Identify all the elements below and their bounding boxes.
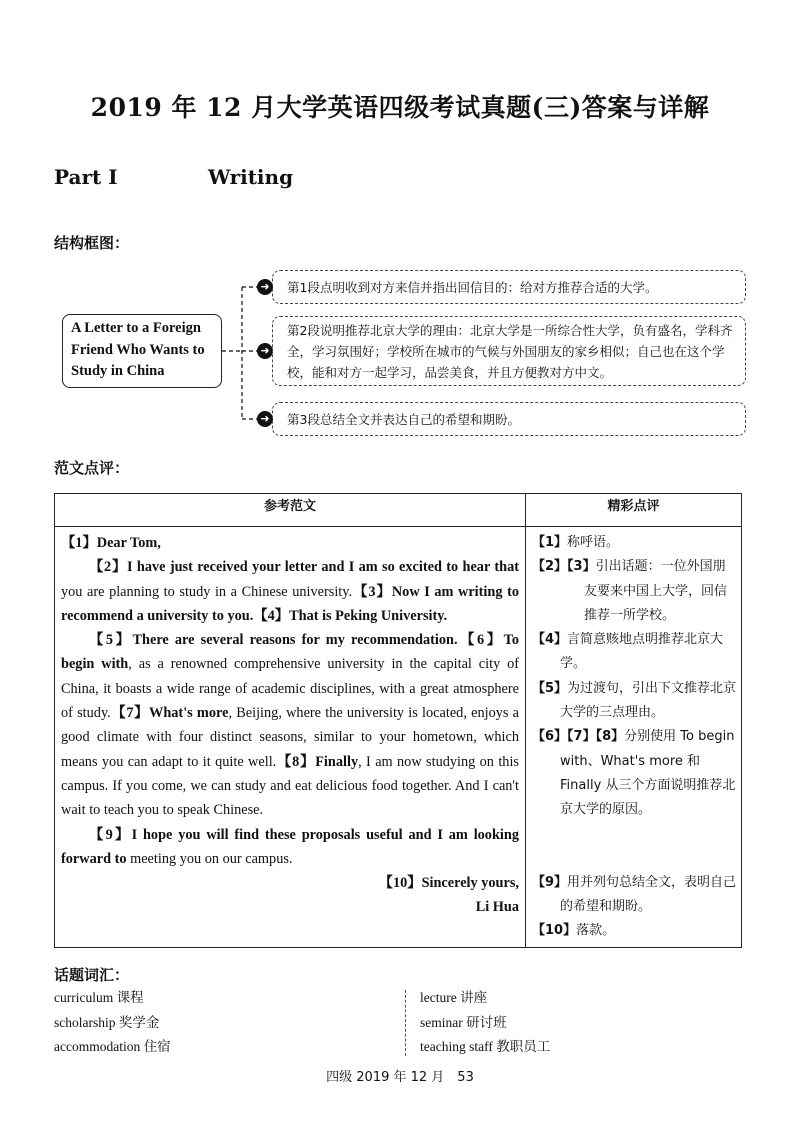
vocab-item: accommodation 住宿 — [54, 1039, 171, 1054]
vocab-item: scholarship 奖学金 — [54, 1014, 160, 1030]
essay-paragraph-2: 【5】There are several reasons for my recommendation.【6】To begin with, as a renowned comprehensive university in the capital city of China, it boasts a wide range of academic disciplines, with a great atmosphere of study.【7】What's more, Beijing, where the university is located, enjoys a good climate with four distinct seasons, similar to your hometown, which means you can adapt to it quite well.【8】Finally, I am now studying on this campus. If you come, we can study and eat delicious food together. And I can't wait to teach you to speak Chinese. — [61, 632, 520, 819]
arrow-circle-icon: ➜ — [257, 343, 273, 359]
comment-item: 【2】【3】引出话题：一位外国朋友要来中国上大学，回信推荐一所学校。 — [532, 559, 728, 623]
topic-line: Friend Who Wants to — [71, 341, 205, 358]
part-name: Writing — [208, 165, 294, 189]
essay-text — [55, 527, 526, 948]
arrow-circle-icon: ➜ — [257, 411, 273, 427]
comment-item: 【6】【7】【8】分别使用 To begin with、What's more 和 Finally 从三个方面说明推荐北京大学的原因。 — [532, 729, 736, 818]
vocab-item: curriculum 课程 — [54, 990, 144, 1005]
vocab-left-list — [54, 986, 171, 1060]
arrow-circle-icon: ➜ — [257, 279, 273, 295]
comment-item: 【10】落款。 — [532, 923, 616, 939]
topic-line: Study in China — [71, 363, 165, 379]
essay-paragraph-3: 【9】I hope you will find these proposals useful and I am looking forward to meeting you on our campus. — [61, 826, 519, 867]
comment-item: 【4】言简意赅地点明推荐北京大学。 — [532, 632, 724, 672]
comment-column-header: 精彩点评 — [526, 494, 742, 527]
structure-heading: 结构框图： — [54, 234, 130, 252]
vocab-right-list — [420, 986, 550, 1060]
paragraph-summary-1: 第1段点明收到对方来信并指出回信目的：给对方推荐合适的大学。 — [272, 270, 746, 304]
essay-column-header: 参考范文 — [55, 494, 526, 527]
paragraph-summary-2: 第2段说明推荐北京大学的理由：北京大学是一所综合性大学，负有盛名，学科齐全，学习氛围好；学校所在城市的气候与外国朋友的家乡相似；自己也在这个学校，能和对方一起学习，品尝美食，并且方便教对方中文。 — [272, 316, 746, 386]
comment-item: 【9】用并列句总结全文，表明自己的希望和期盼。 — [532, 874, 737, 914]
comment-list — [526, 527, 742, 948]
topic-line: A Letter to a Foreign — [71, 320, 201, 336]
essay-review-table — [54, 493, 742, 948]
closing: 【10】Sincerely yours, — [378, 875, 519, 892]
topic-box — [62, 314, 222, 388]
review-heading: 范文点评： — [54, 459, 130, 477]
essay-paragraph-1: 【2】I have just received your letter and I am so excited to hear that you are planning to study in a Chinese university.【3】Now I am writing to recommend a university to you.【4】That is Peking University. — [61, 559, 519, 624]
paragraph-summary-3: 第3段总结全文并表达自己的希望和期盼。 — [272, 402, 746, 436]
vocab-divider — [405, 990, 406, 1056]
vocab-heading: 话题词汇： — [54, 966, 130, 984]
vocab-item: seminar 研讨班 — [420, 1014, 507, 1030]
vocab-item: teaching staff 教职员工 — [420, 1039, 551, 1054]
signature: Li Hua — [475, 899, 519, 916]
page-footer: 四级 2019 年 12 月 53 — [326, 1070, 474, 1085]
part-label: Part Ⅰ — [54, 165, 118, 189]
vocab-item: lecture 讲座 — [420, 990, 488, 1005]
page-title: 2019 年 12 月大学英语四级考试真题(三)答案与详解 — [90, 93, 710, 122]
salutation: 【1】Dear Tom, — [61, 535, 161, 551]
comment-item: 【1】称呼语。 — [532, 535, 620, 550]
comment-item: 【5】为过渡句，引出下文推荐北京大学的三点理由。 — [532, 680, 737, 721]
